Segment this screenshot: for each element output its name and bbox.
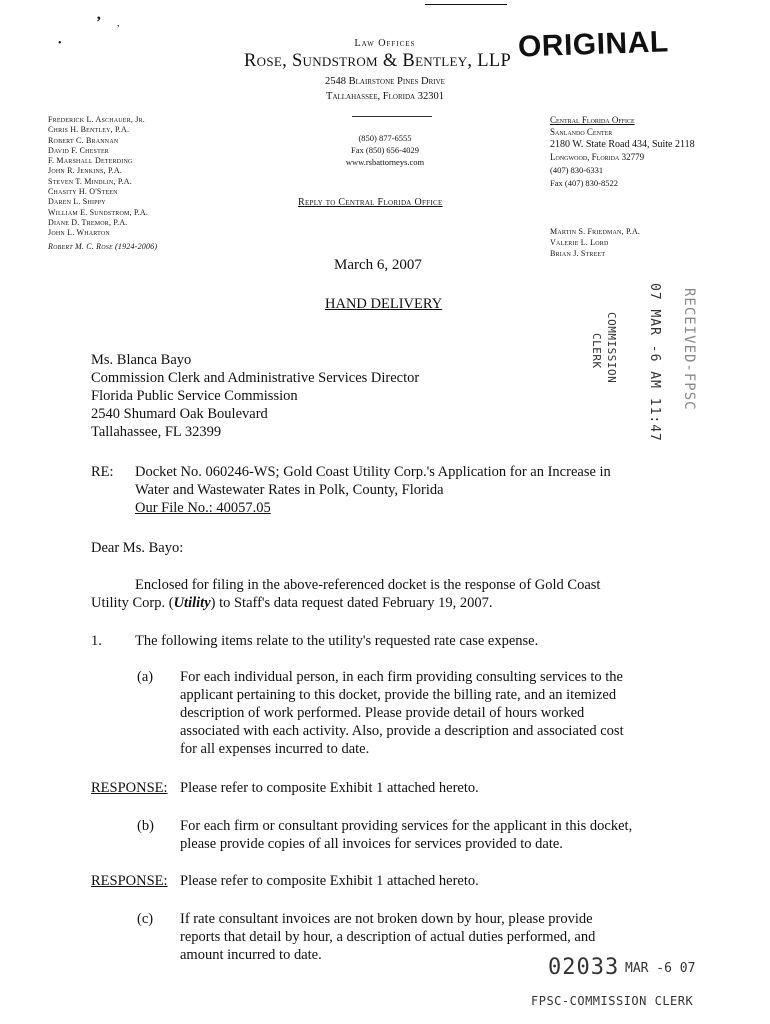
letterhead-rule [352, 116, 432, 117]
attorney-name: Valerie L. Lord [550, 238, 609, 247]
re-line: Water and Wastewater Rates in Polk, County, Florida [135, 482, 444, 498]
item-b-text [180, 817, 680, 853]
document-number-stamp: 02033 [548, 955, 620, 980]
law-offices-label: Law Offices [354, 38, 416, 49]
item-b-line: please provide copies of all invoices for services provided to date. [180, 836, 563, 852]
attorney-name: Frederick L. Aschauer, Jr. [48, 115, 145, 124]
firm-address-line1: 2548 Blairstone Pines Drive [325, 76, 445, 87]
attorney-name: John R. Jenkins, P.A. [48, 166, 123, 176]
reply-to-note: Reply to Central Florida Office [298, 197, 443, 208]
item-a-line: for all expenses incurred to date. [180, 741, 370, 757]
attorney-name: William E. Sundstrom, P.A. [48, 207, 149, 217]
recipient-line: Florida Public Service Commission [91, 388, 298, 404]
attorney-name: Diane D. Tremor, P.A. [48, 217, 128, 227]
attorney-name: Robert M. C. Rose (1924-2006) [48, 241, 158, 251]
intro-line1: Enclosed for filing in the above-referenced docket is the response of Gold Coast [135, 577, 601, 593]
firm-fax: Fax (850) 656-4029 [351, 145, 419, 155]
item-c-label: (c) [137, 911, 154, 927]
salutation: Dear Ms. Bayo: [91, 540, 184, 556]
central-office-title: Central Florida Office [550, 115, 635, 125]
firm-phone: (850) 877-6555 [358, 133, 412, 143]
re-label: RE: [91, 464, 114, 480]
item-b-label: (b) [137, 818, 154, 834]
scan-mark: • [58, 38, 62, 49]
attorney-name: Brian J. Street [550, 249, 606, 258]
item-b-line: For each firm or consultant providing services for the applicant in this docket, [180, 818, 633, 834]
item-1-number: 1. [91, 633, 102, 649]
scan-mark: ’ [96, 14, 102, 31]
attorney-name: Chasity H. O'Steen [48, 187, 118, 197]
attorney-name: Daren L. Shippy [48, 197, 106, 207]
recipient-line: 2540 Shumard Oak Boulevard [91, 406, 268, 422]
central-office-block [550, 115, 765, 190]
response-2-text: Please refer to composite Exhibit 1 attached hereto. [180, 873, 479, 889]
item-a-line: For each individual person, in each firm providing consulting services to the [180, 669, 623, 685]
item-a-line: applicant pertaining to this docket, provide the billing rate, and an itemized [180, 687, 617, 703]
received-stamp-clerk: CLERK [590, 333, 603, 369]
recipient-address [91, 351, 591, 441]
letter-date: March 6, 2007 [334, 257, 422, 273]
re-file-number: Our File No.: 40057.05 [135, 500, 271, 516]
item-a-label: (a) [137, 669, 154, 685]
attorney-list-left [48, 115, 223, 252]
intro-utility-term: Utility [173, 595, 211, 611]
response-label: RESPONSE: [91, 873, 168, 889]
item-c-line: If rate consultant invoices are not broken down by hour, please provide [180, 911, 593, 927]
central-office-line: Sanlando Center [550, 127, 613, 137]
firm-address-line2: Tallahassee, Florida 32301 [326, 91, 444, 102]
scan-mark: , [117, 18, 120, 29]
recipient-line: Ms. Blanca Bayo [91, 352, 192, 368]
top-rule [425, 4, 507, 5]
intro-text: ) to Staff's data request dated February 19, 2007. [210, 595, 493, 611]
original-stamp: ORIGINAL [517, 25, 670, 64]
central-office-line: (407) 830-6331 [550, 165, 604, 175]
item-c-line: amount incurred to date. [180, 947, 322, 963]
response-1-text: Please refer to composite Exhibit 1 attached hereto. [180, 780, 479, 796]
item-c-line: reports that detail by hour, a description of actual duties performed, and [180, 929, 596, 945]
item-a-line: description of work performed. Please provide detail of hours worked [180, 705, 585, 721]
re-line: Docket No. 060246-WS; Gold Coast Utility Corp.'s Application for an Increase in [135, 464, 611, 480]
intro-line2 [91, 594, 492, 612]
recipient-line: Tallahassee, FL 32399 [91, 424, 222, 440]
central-office-line: 2180 W. State Road 434, Suite 2118 [550, 139, 695, 150]
central-office-line: Longwood, Florida 32779 [550, 152, 645, 162]
attorney-name: Chris H. Bentley, P.A. [48, 125, 130, 135]
central-office-line: Fax (407) 830-8522 [550, 178, 618, 188]
attorney-name: Robert C. Brannan [48, 135, 119, 145]
firm-name: Rose, Sundstrom & Bentley, LLP [244, 51, 512, 71]
attorney-list-right [550, 226, 750, 259]
delivery-method: HAND DELIVERY [325, 296, 443, 312]
intro-text: Utility Corp. ( [91, 595, 174, 611]
attorney-name: Martin S. Friedman, P.A. [550, 227, 641, 236]
firm-website: www.rsbattorneys.com [345, 157, 425, 167]
fpsc-clerk-stamp: FPSC-COMMISSION CLERK [531, 994, 694, 1008]
re-subject [135, 463, 695, 517]
response-label: RESPONSE: [91, 780, 168, 796]
received-stamp-date: 07 MAR -6 AM 11:47 [647, 283, 662, 442]
document-date-stamp: MAR -6 07 [625, 961, 696, 976]
recipient-line: Commission Clerk and Administrative Services Director [91, 370, 420, 386]
item-a-line: associated with each activity. Also, provide a description and associated cost [180, 723, 624, 739]
attorney-name: Steven T. Mindlin, P.A. [48, 176, 132, 186]
attorney-name: F. Marshall Deterding [48, 156, 133, 166]
received-stamp-received: RECEIVED-FPSC [681, 288, 697, 411]
received-stamp-commission: COMMISSION [605, 312, 618, 384]
item-a-text [180, 668, 680, 758]
attorney-name: David F. Chester [48, 145, 110, 155]
attorney-name: John L. Wharton [48, 228, 110, 238]
item-1-text: The following items relate to the utility's requested rate case expense. [135, 633, 539, 649]
